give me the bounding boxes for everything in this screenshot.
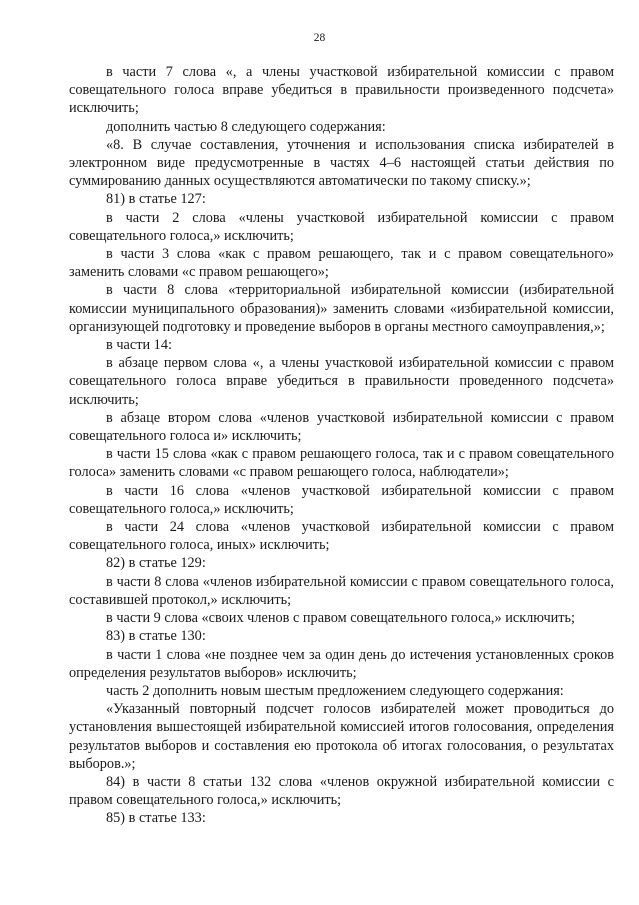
paragraph: в части 3 слова «как с правом решающего, так и с правом совещательного» заменить словами «с правом решающего»; xyxy=(69,246,614,281)
paragraph: в части 2 слова «члены участковой избирательной комиссии с правом совещательного голоса,» исключить; xyxy=(69,209,614,244)
paragraph: 82) в статье 129: xyxy=(106,555,206,572)
paragraph: «8. В случае составления, уточнения и использования списка избирателей в электронном виде предусмотренные в частях 4–6 настоящей статьи действия по суммированию данных осуществляются автоматически по такому списку.»; xyxy=(69,136,614,190)
paragraph: в части 7 слова «, а члены участковой избирательной комиссии с правом совещательного голоса вправе убедиться в правильности произведенного подсчета» исключить; xyxy=(69,64,614,117)
paragraph: в части 8 слова «членов избирательной комиссии с правом совещательного голоса, составившей протокол,» исключить; xyxy=(69,573,614,608)
document-body xyxy=(69,63,614,828)
paragraph: в абзаце первом слова «, а члены участковой избирательной комиссии с правом совещательного голоса вправе убедиться в правильности проведенного подсчета» исключить; xyxy=(69,355,614,408)
paragraph: в части 14: xyxy=(106,337,172,354)
paragraph: 84) в части 8 статьи 132 слова «членов окружной избирательной комиссии с правом совещательного голоса,» исключить; xyxy=(69,773,614,809)
paragraph: в части 9 слова «своих членов с правом совещательного голоса,» исключить; xyxy=(106,610,576,627)
paragraph: «Указанный повторный подсчет голосов избирателей может проводиться до установления вышестоящей избирательной комиссией итогов голосования, определения результатов выборов и составления ею протокола об итогах голосования, о результатах выборов.»; xyxy=(69,701,614,772)
paragraph: в части 8 слова «территориальной избирательной комиссии (избирательной комиссии муниципального образования)» заменить словами «избирательной комиссии, организующей подготовку и проведение выборов в органы местного самоуправления,»; xyxy=(69,282,614,335)
paragraph: в части 24 слова «членов участковой избирательной комиссии с правом совещательного голоса, иных» исключить; xyxy=(69,519,614,554)
paragraph: 85) в статье 133: xyxy=(106,810,206,827)
paragraph: 83) в статье 130: xyxy=(106,628,206,645)
paragraph: 81) в статье 127: xyxy=(106,191,206,208)
page-number: 28 xyxy=(313,32,326,44)
paragraph: в абзаце втором слова «членов участковой избирательной комиссии с правом совещательного голоса и» исключить; xyxy=(69,409,614,445)
paragraph: дополнить частью 8 следующего содержания: xyxy=(106,118,386,135)
paragraph: часть 2 дополнить новым шестым предложением следующего содержания: xyxy=(106,682,564,699)
paragraph: в части 1 слова «не позднее чем за один день до истечения установленных сроков определения результатов выборов» исключить; xyxy=(69,646,614,681)
paragraph: в части 16 слова «членов участковой избирательной комиссии с правом совещательного голоса,» исключить; xyxy=(69,482,614,517)
paragraph: в части 15 слова «как с правом решающего голоса, так и с правом совещательного голоса» заменить словами «с правом решающего голоса, наблюдатели»; xyxy=(69,446,614,481)
